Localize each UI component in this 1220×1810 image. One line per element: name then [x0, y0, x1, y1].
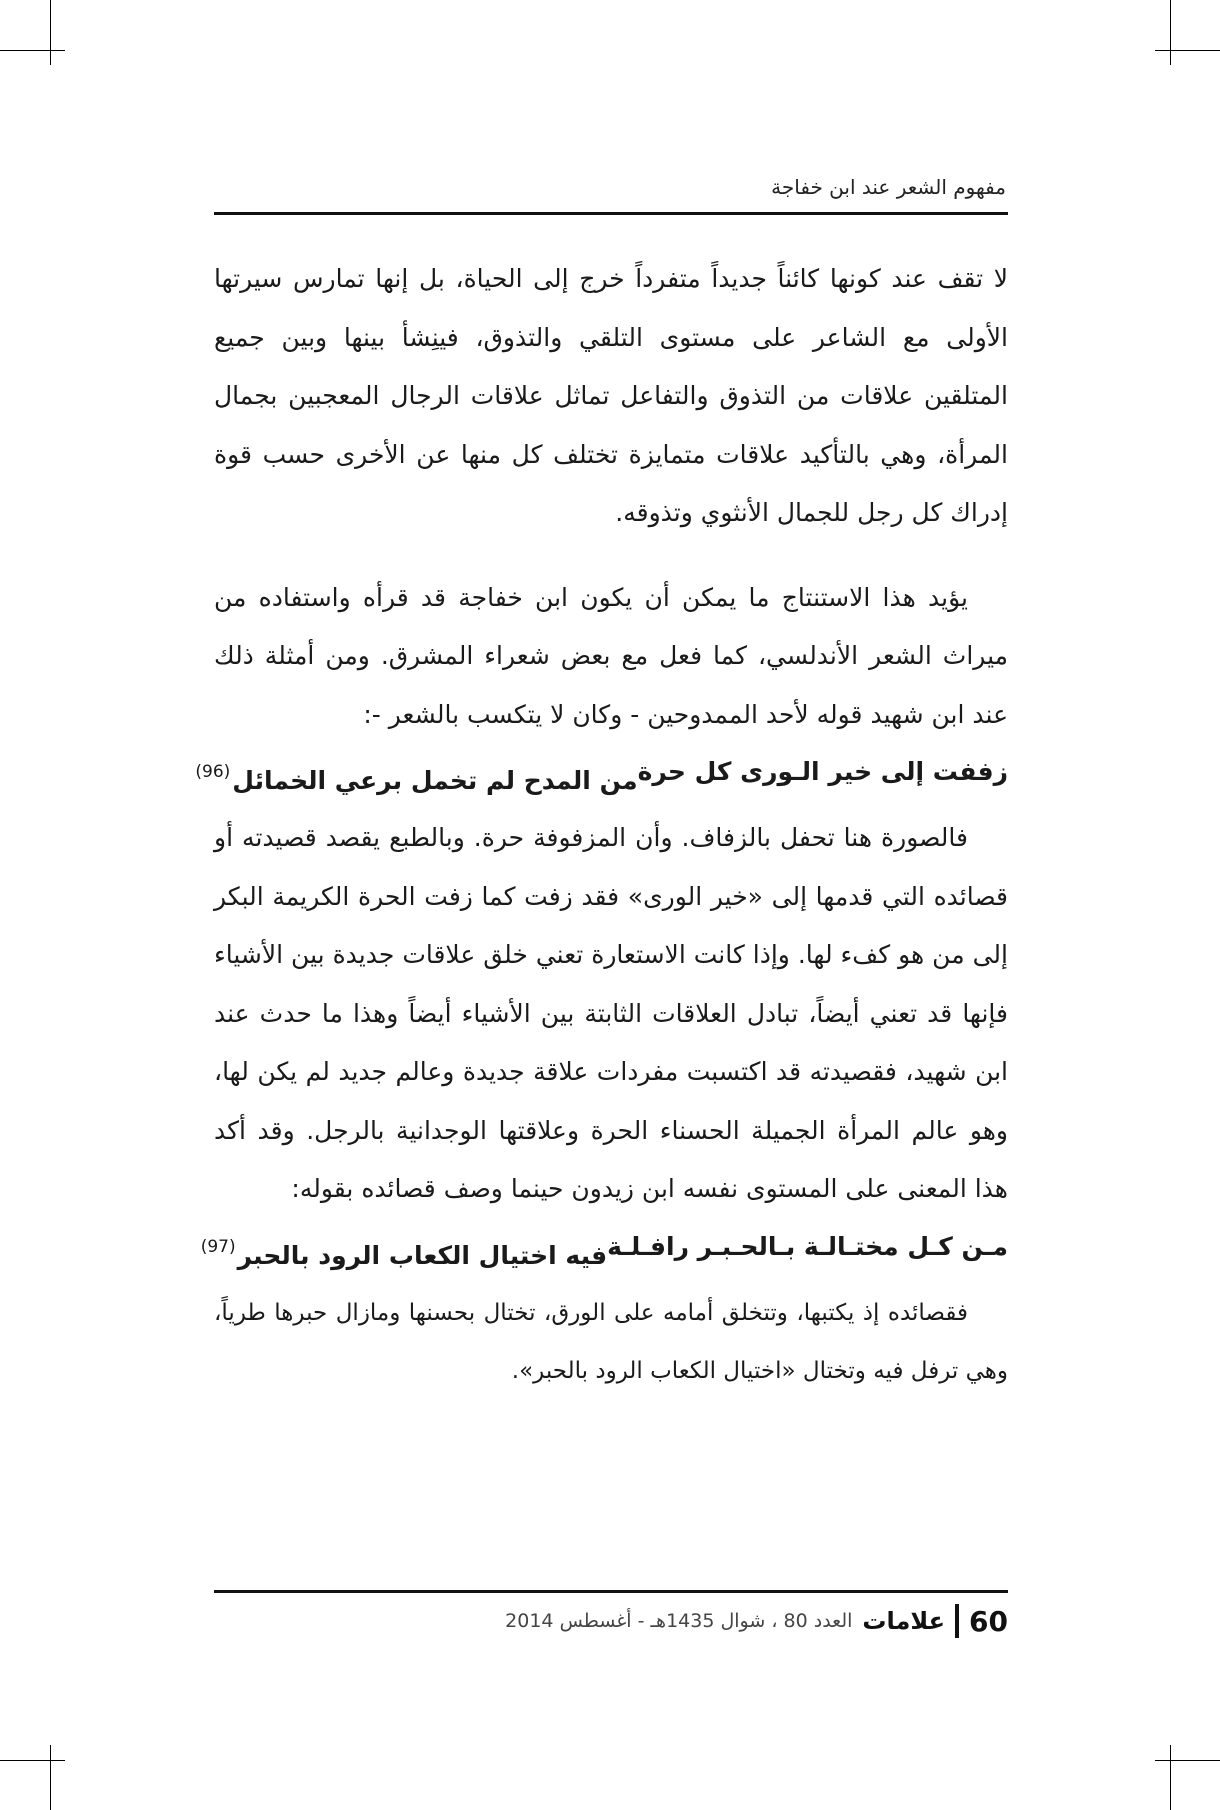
footer-rule — [214, 1590, 1008, 1593]
crop-mark — [50, 0, 51, 65]
verse-hemistich-second — [201, 1219, 607, 1284]
paragraph: يؤيد هذا الاستنتاج ما يمكن أن يكون ابن خفاجة قد قرأه واستفاده من ميراث الشعر الأندلسي، كما فعل مع بعض شعراء المشرق. ومن أمثلة ذلك عند ابن شهيد قوله لأحد الممدوحين - وكان لا يتكسب بالشعر -: — [214, 582, 1008, 729]
paragraph: لا تقف عند كونها كائناً جديداً متفرداً خرج إلى الحياة، بل إنها تمارس سيرتها الأولى مع الشاعر على مستوى التلقي والتذوق، فينِشأ بينها وبين جميع المتلقين علاقات من التذوق والتفاعل تماثل علاقات الرجال المعجبين بجمال المرأة، وهي بالتأكيد علاقات متمايزة تختلف كل منها عن الأخرى حسب قوة إدراك كل رجل للجمال الأنثوي وتذوقه. — [214, 264, 1008, 527]
crop-mark — [1155, 50, 1220, 51]
footnote-ref: (96) — [195, 762, 231, 782]
body-text — [195, 250, 1008, 1401]
verse-line — [200, 1219, 1008, 1284]
journal-logo: علامات — [862, 1607, 946, 1635]
page-footer — [505, 1604, 1008, 1638]
paragraph: فقصائده إذ يكتبها، وتتخلق أمامه على الورق، تختال بحسنها ومازال حبرها طرياً، وهي ترفل فيه وتختال «اختيال الكعاب الرود بالحبر». — [214, 1299, 1008, 1384]
verse-line — [195, 744, 1008, 809]
header-rule — [214, 212, 1008, 215]
verse-hemistich-text: فيه اختيال الكعاب الرود بالحبر — [237, 1240, 608, 1270]
crop-mark — [1155, 1760, 1220, 1761]
paragraph: فالصورة هنا تحفل بالزفاف. وأن المزفوفة حرة. وبالطبع يقصد قصيدته أو قصائده التي قدمها إلى «خير الورى» فقد زفت كما زفت الحرة الكريمة البكر إلى من هو كفء لها. وإذا كانت الاستعارة تعني خلق علاقات جديدة بين الأشياء فإنها قد تعني أيضاً، تبادل العلاقات الثابتة بين الأشياء أيضاً وهذا ما حدث عند ابن شهيد، فقصيدته قد اكتسبت مفردات علاقة جديدة وعالم جديد لم يكن لها، وهو عالم المرأة الجميلة الحسناء الحرة وعلاقتها الوجدانية بالرجل. وقد أكد هذا المعنى على المستوى نفسه ابن زيدون حينما وصف قصائده بقوله: — [214, 823, 1008, 1203]
verse-hemistich-first: مـن كـل مختـالـة بـالحـبـر رافـلـة — [607, 1231, 1008, 1261]
crop-mark — [1170, 0, 1171, 65]
footnote-ref: (97) — [200, 1236, 236, 1257]
verse-hemistich-second — [195, 744, 637, 809]
running-head: مفهوم الشعر عند ابن خفاجة — [771, 175, 1006, 199]
verse-hemistich-text: من المدح لم تخمل برعي الخمائل — [232, 766, 638, 795]
crop-mark — [50, 1745, 51, 1810]
verse-hemistich-first: زففت إلى خير الـورى كل حرة — [637, 757, 1008, 786]
crop-mark — [1170, 1745, 1171, 1810]
issue-info: العدد 80 ، شوال 1435هـ - أغسطس 2014 — [505, 1610, 853, 1632]
crop-mark — [0, 1760, 65, 1761]
crop-mark — [0, 50, 65, 51]
page-number: 60 — [969, 1604, 1008, 1638]
footer-separator — [955, 1604, 959, 1638]
